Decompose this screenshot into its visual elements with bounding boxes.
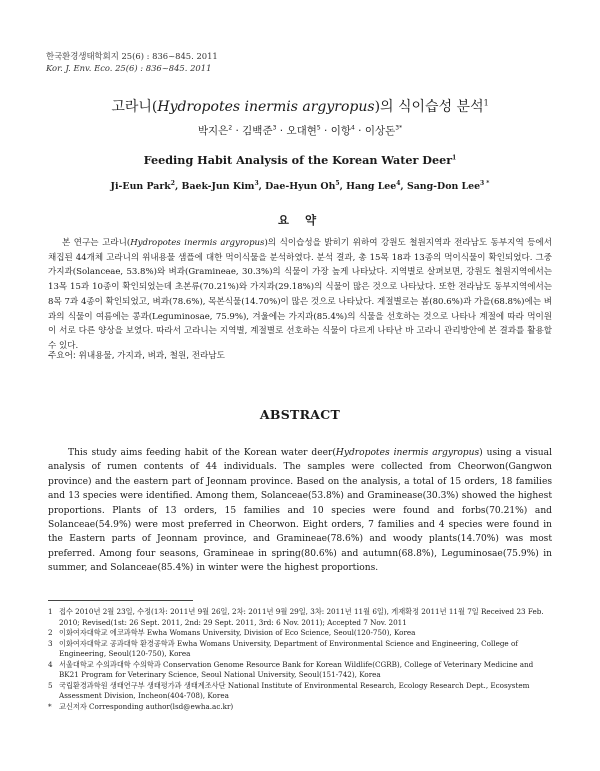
authors-korean xyxy=(0,123,600,138)
author-name: Dae-Hyun Oh xyxy=(265,181,336,192)
footnote-text: 이화여자대학교 공과대학 환경공학과 Ewha Womans University, Department of Environmental Science and Engineering, College of Engineering, Seoul(120-750), Korea xyxy=(59,638,518,658)
author-affiliation-mark: 4 xyxy=(396,179,401,187)
keywords: 주요어: 위내용물, 가지과, 벼과, 철원, 전라남도 xyxy=(48,351,225,361)
en-abs-part2: ) using a visual analysis of rumen contents of 44 individuals. The samples were collected from Cheorwon(Gangwon province) and the eastern part of Jeonnam province. Based on the analysis, a total of 15 orders, 18 families and 13 species were identified. Among them, Solanceae(53.8%) and Graminease(30.3%) showed the highest proportions. Plants of 13 orders, 15 families and 10 species were found and forbs(70.21%) and Solanceae(54.9%) were most preferred in Cheorwon. Eight orders, 7 families and 4 species were found in the Eastern parts of Jeonnam province, and Gramineae(78.6%) and woody plants(14.70%) was most preferred. Among four seasons, Gramineae in spring(80.6%) and autumn(68.8%), Leguminosae(75.9%) in summer, and Solanceae(85.4%) in winter were the highest proportions. xyxy=(48,448,552,574)
journal-header xyxy=(46,50,218,74)
author-separator: · xyxy=(320,125,331,137)
author-affiliation-mark: 4 xyxy=(351,124,355,132)
author-name: Hang Lee xyxy=(346,181,397,192)
author-separator: · xyxy=(354,125,365,137)
footnote-item xyxy=(48,702,552,713)
en-abs-species: Hydropotes inermis argyropus xyxy=(335,448,480,458)
korean-abstract xyxy=(48,236,552,354)
abstract-heading: ABSTRACT xyxy=(259,407,341,422)
footnote-item xyxy=(48,639,552,660)
footnote-item xyxy=(48,607,552,628)
title-english xyxy=(0,153,600,167)
authors-english xyxy=(0,181,600,192)
footnotes xyxy=(48,607,552,712)
footnote-item xyxy=(48,660,552,681)
author-name: Ji-Eun Park xyxy=(110,181,171,192)
footnote-text: 교신저자 Corresponding author(lsd@ewha.ac.kr) xyxy=(59,701,234,711)
title-korean xyxy=(0,96,600,116)
author-separator: , xyxy=(339,181,347,192)
author-separator: , xyxy=(174,181,182,192)
author-separator: , xyxy=(258,181,266,192)
author-affiliation-mark: 3* xyxy=(395,124,403,132)
author-affiliation-mark: 3 * xyxy=(480,179,490,187)
ko-abs-part2: )의 식이습성을 밝히기 위하여 강원도 철원지역과 전라남도 동부지역 등에서 채집된 44개체 고라니의 위내용물 샘플에 대한 먹이식물을 분석하였다. 분석 결과, 총 15목 18과 13종의 먹이식물이 확인되었다. 그중 가지과(Solanceae, 53.8%)와 벼과(Gramineae, 30.3%)의 식물이 가장 높게 나타났다. 지역별로 살펴보면, 강원도 철원지역에서는 13목 15과 10종이 확인되었는데 초본류(70.21%)와 가지과(29.18%)의 식물이 많은 것으로 나타났다. 또한 전라남도 동부지역에서는 8목 7과 4종이 확인되었고, 벼과(78.6%), 목본식물(14.70%)이 많은 것으로 나타났다. 계절별로는 봄(80.6%)과 가을(68.8%)에는 벼과의 식물이 여름에는 콩과(Leguminosae, 75.9%), 겨울에는 가지과(85.4%)의 식물을 선호하는 것으로 나타나 계절에 따라 먹이원이 서로 다른 양상을 보였다. 따라서 고라니는 지역별, 계절별로 선호하는 식물이 다르게 나타난 바 고라니 관리방안에 본 결과를 활용할 수 있다. xyxy=(48,238,553,351)
author-separator: · xyxy=(232,125,243,137)
footnote-text: 이화여자대학교 에코과학부 Ewha Womans University, Division of Eco Science, Seoul(120-750), Korea xyxy=(59,628,416,637)
footnote-mark: 2 xyxy=(48,628,53,637)
footnote-mark: 3 xyxy=(48,638,53,648)
title-en-mark: 1 xyxy=(452,154,457,162)
author-name: 오대현 xyxy=(286,125,317,137)
ko-abs-part1: 본 연구는 고라니( xyxy=(62,238,131,248)
author-name: 이상돈 xyxy=(364,125,396,137)
footnote-mark: 4 xyxy=(48,659,53,669)
author-name: Sang-Don Lee xyxy=(406,181,481,192)
footnote-text: 국립환경과학원 생태연구부 생태평가과 생태계조사단 National Institute of Environmental Research, Ecology Research Dept., Ecosystem Assessment Division, Incheon(404-708), Korea xyxy=(59,680,530,700)
journal-line-en: Kor. J. Env. Eco. 25(6) : 836~845. 2011 xyxy=(46,63,212,73)
author-affiliation-mark: 3 xyxy=(254,179,259,187)
author-separator: , xyxy=(400,181,407,192)
footnote-mark: 1 xyxy=(48,607,53,616)
footnote-divider xyxy=(48,600,193,601)
title-ko-mark: 1 xyxy=(483,98,489,108)
author-name: 김백준 xyxy=(242,125,273,137)
footnote-mark: 5 xyxy=(48,680,53,690)
english-abstract xyxy=(48,446,552,576)
author-affiliation-mark: 3 xyxy=(272,124,277,132)
author-affiliation-mark: 5 xyxy=(316,124,321,132)
en-abs-part1: This study aims feeding habit of the Korean water deer( xyxy=(68,448,336,458)
footnote-text: 서울대학교 수의과대학 수의학과 Conservation Genome Resource Bank for Korean Wildlife(CGRB), College of Veterinary Medicine and BK21 Program for Veterinary Science, Seoul National University, Seoul(151-742), Korea xyxy=(59,659,534,679)
author-affiliation-mark: 2 xyxy=(228,124,233,132)
author-name: 이항 xyxy=(330,125,352,137)
author-affiliation-mark: 2 xyxy=(170,179,175,187)
footnote-text: 접수 2010년 2월 23일, 수정(1차: 2011년 9월 26일, 2차: 2011년 9월 29일, 3차: 2011년 11월 6일), 게재확정 2011년 11월 7일 Received 23 Feb. 2010; Revised(1st: 26 Sept. 2011, 2nd: 29 Sept. 2011, 3rd: 6 Nov. 2011); Accepted 7 Nov. 2011 xyxy=(59,607,544,627)
author-name: 박지은 xyxy=(197,125,229,137)
footnote-item xyxy=(48,681,552,702)
footnote-item xyxy=(48,628,552,639)
title-ko-suffix: )의 식이습성 분석 xyxy=(374,99,484,115)
korean-abstract-heading: 요 약 xyxy=(277,213,323,227)
title-ko-species: Hydropotes inermis argyropus xyxy=(157,99,375,115)
title-ko-prefix: 고라니( xyxy=(111,99,158,115)
author-separator: · xyxy=(276,125,287,137)
footnote-mark: * xyxy=(48,701,52,711)
title-en-text: Feeding Habit Analysis of the Korean Water Deer xyxy=(143,153,453,167)
ko-abs-species: Hydropotes inermis argyropus xyxy=(130,238,265,248)
journal-line-ko: 한국환경생태학회지 25(6) : 836~845. 2011 xyxy=(46,51,218,61)
author-name: Baek-Jun Kim xyxy=(181,181,255,192)
author-affiliation-mark: 5 xyxy=(335,179,340,187)
